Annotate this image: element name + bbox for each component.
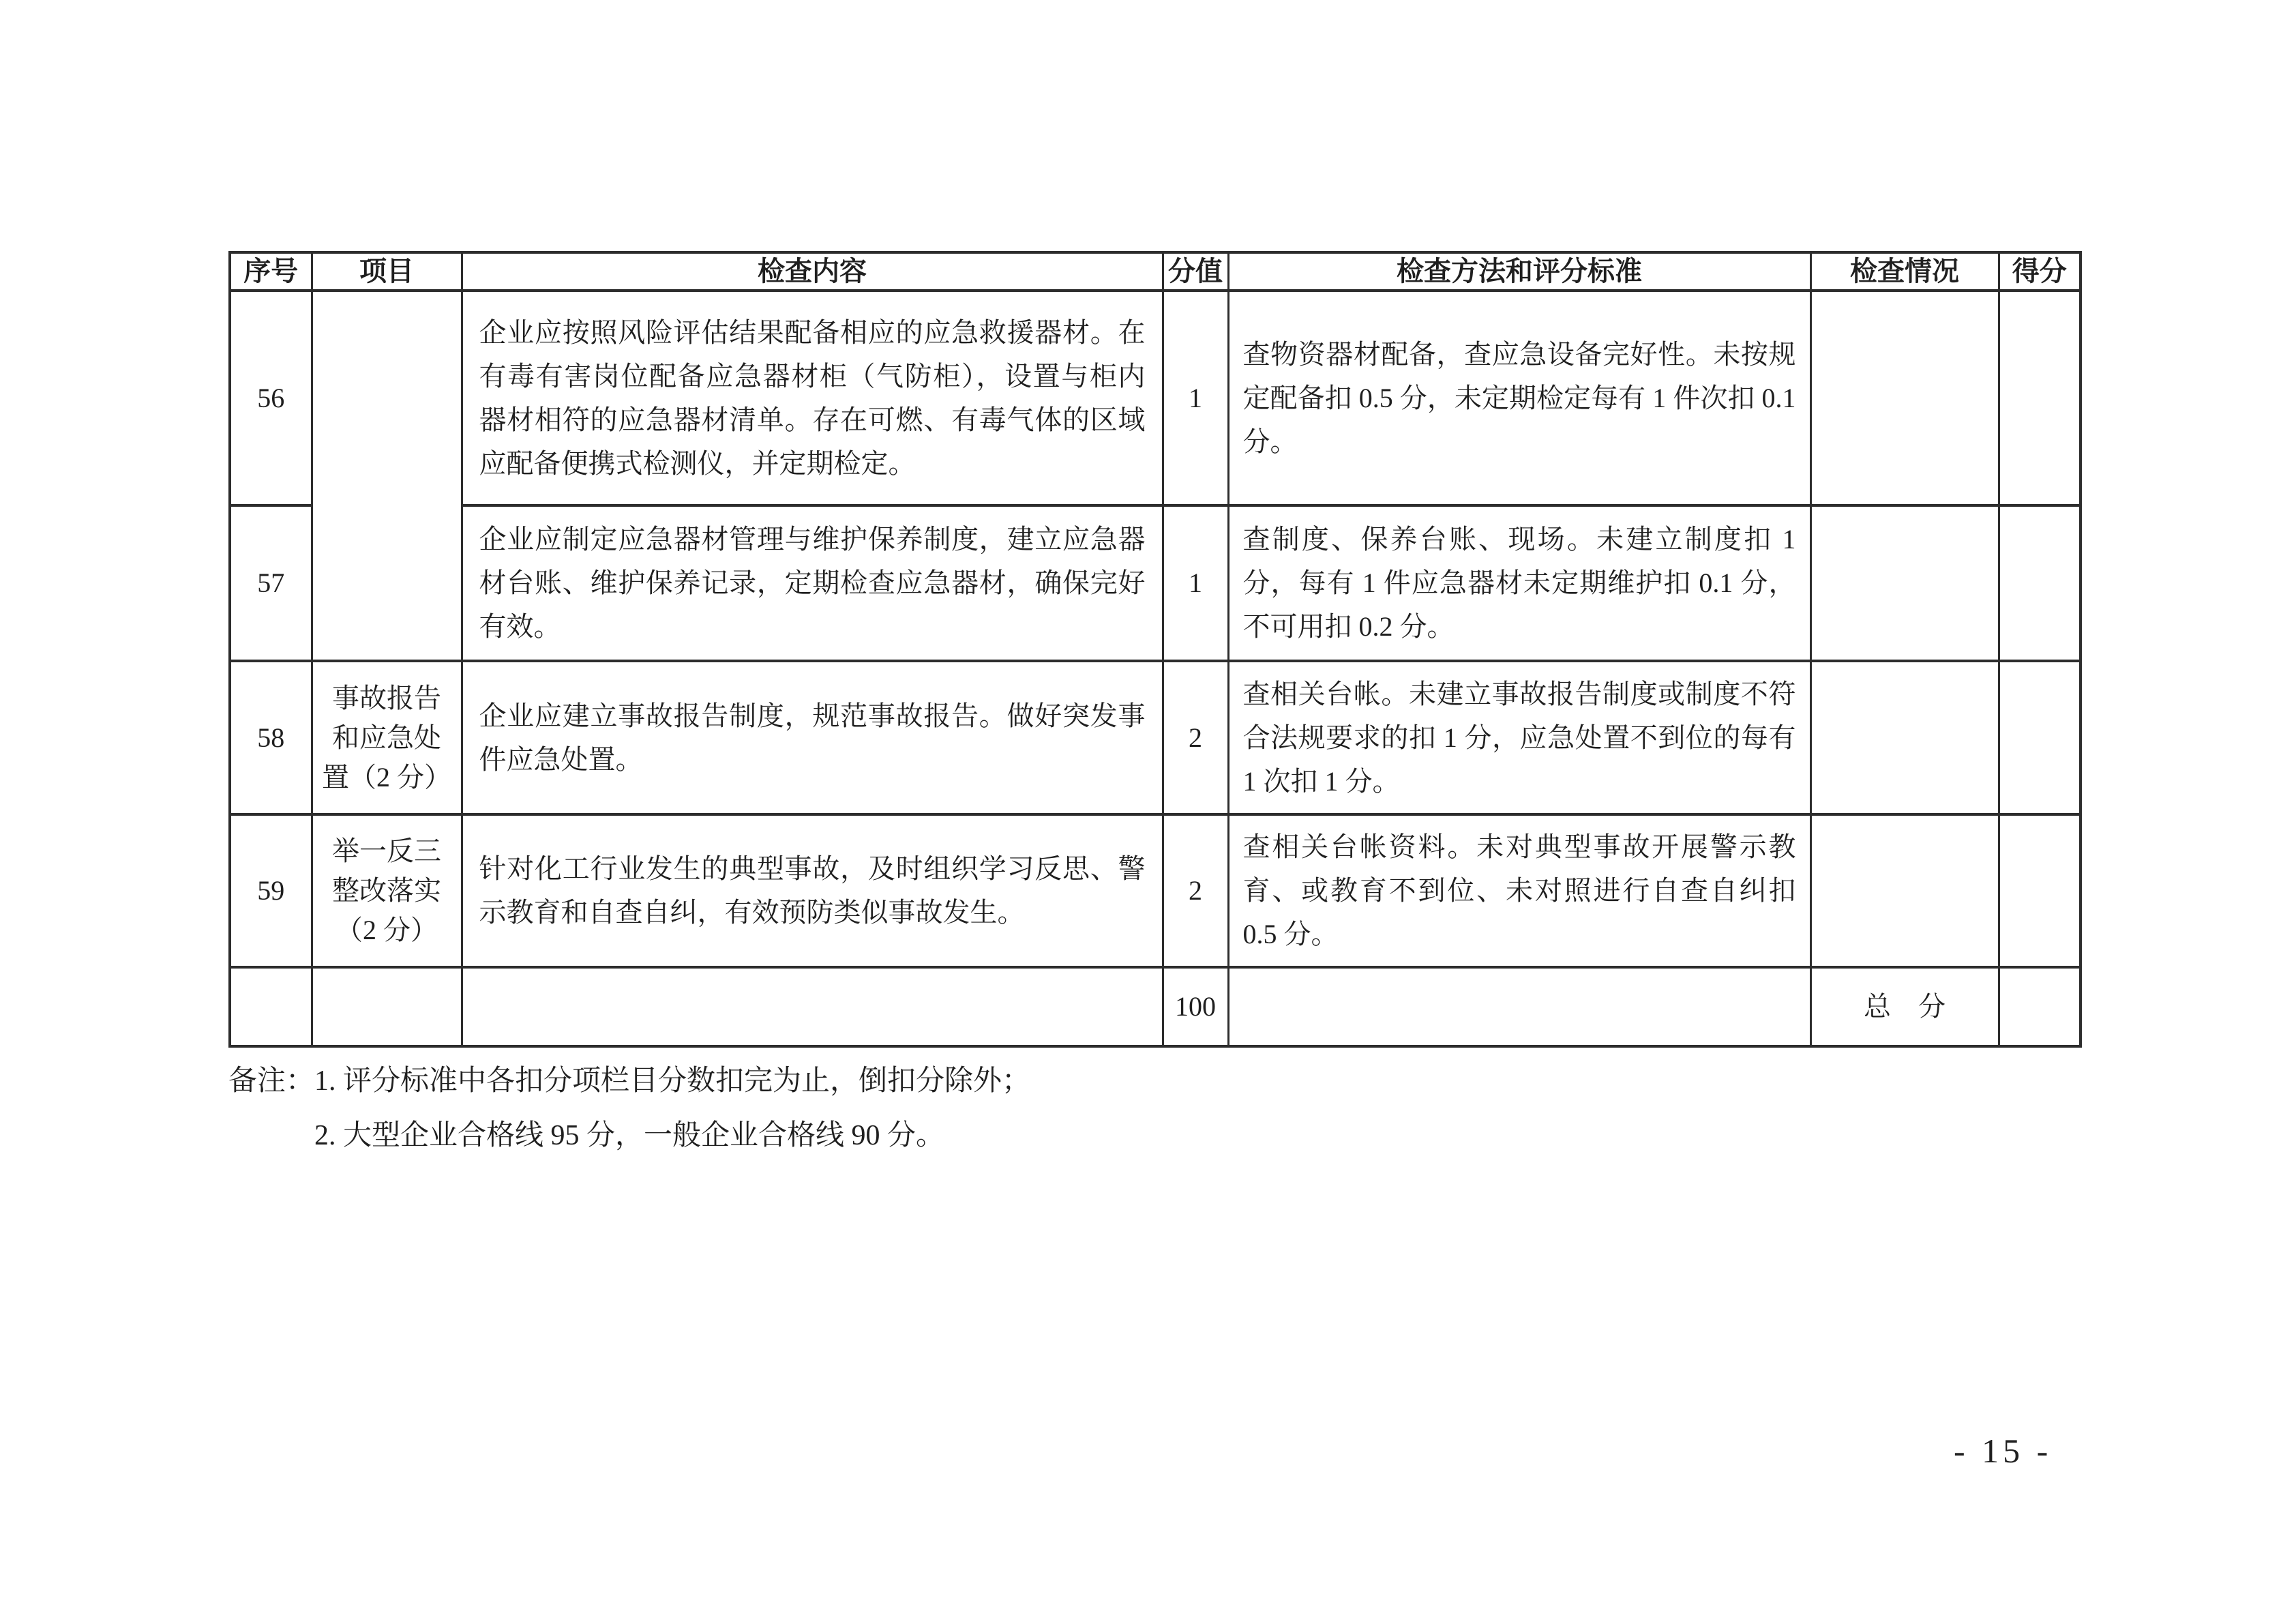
header-project: 项目 <box>312 252 462 291</box>
footnotes-label: 备注： <box>228 1065 315 1097</box>
cell-serial-56: 56 <box>230 291 312 505</box>
cell-total-score-label: 总 分 <box>1810 967 1999 1046</box>
header-points-obtained: 得分 <box>1999 252 2081 291</box>
footnotes <box>228 1054 1388 1163</box>
footnotes-items <box>314 1054 1388 1163</box>
cell-method-59: 查相关台帐资料。未对典型事故开展警示教育、或教育不到位、未对照进行自查自纠扣 0.5 分。 <box>1228 814 1810 967</box>
header-score-value: 分值 <box>1163 252 1228 291</box>
cell-points-56 <box>1999 291 2081 505</box>
cell-score-56: 1 <box>1163 291 1228 505</box>
cell-method-58: 查相关台帐。未建立事故报告制度或制度不符合法规要求的扣 1 分，应急处置不到位的每有 1 次扣 1 分。 <box>1228 661 1810 814</box>
cell-points-59 <box>1999 814 2081 967</box>
cell-project-total <box>312 967 462 1046</box>
cell-method-56: 查物资器材配备，查应急设备完好性。未按规定配备扣 0.5 分，未定期检定每有 1 件次扣 0.1 分。 <box>1228 291 1810 505</box>
cell-serial-59: 59 <box>230 814 312 967</box>
cell-points-total <box>1999 967 2081 1046</box>
cell-project-59: 举一反三整改落实（2 分） <box>312 814 462 967</box>
cell-situation-57 <box>1810 505 1999 661</box>
header-inspection-situation: 检查情况 <box>1810 252 1999 291</box>
cell-serial-total <box>230 967 312 1046</box>
table-row-56 <box>230 291 2081 505</box>
cell-total-score-value: 100 <box>1163 967 1228 1046</box>
cell-method-57: 查制度、保养台账、现场。未建立制度扣 1 分，每有 1 件应急器材未定期维护扣 0.1 分，不可用扣 0.2 分。 <box>1228 505 1810 661</box>
cell-content-total <box>462 967 1163 1046</box>
cell-situation-58 <box>1810 661 1999 814</box>
header-inspection-method: 检查方法和评分标准 <box>1228 252 1810 291</box>
footnote-2: 2. 大型企业合格线 95 分，一般企业合格线 90 分。 <box>314 1120 945 1151</box>
cell-serial-57: 57 <box>230 505 312 661</box>
cell-content-57: 企业应制定应急器材管理与维护保养制度，建立应急器材台账、维护保养记录，定期检查应急器材，确保完好有效。 <box>462 505 1163 661</box>
header-serial-number: 序号 <box>230 252 312 291</box>
cell-serial-58: 58 <box>230 661 312 814</box>
inspection-scoring-table <box>228 251 2082 1048</box>
cell-score-59: 2 <box>1163 814 1228 967</box>
page-number: - 15 - <box>1954 1432 2053 1470</box>
cell-content-59: 针对化工行业发生的典型事故，及时组织学习反思、警示教育和自查自纠，有效预防类似事故发生。 <box>462 814 1163 967</box>
cell-score-58: 2 <box>1163 661 1228 814</box>
cell-content-58: 企业应建立事故报告制度，规范事故报告。做好突发事件应急处置。 <box>462 661 1163 814</box>
cell-content-56: 企业应按照风险评估结果配备相应的应急救援器材。在有毒有害岗位配备应急器材柜（气防柜），设置与柜内器材相符的应急器材清单。存在可燃、有毒气体的区域应配备便携式检测仪，并定期检定。 <box>462 291 1163 505</box>
cell-project-58: 事故报告和应急处置（2 分） <box>312 661 462 814</box>
footnote-1: 1. 评分标准中各扣分项栏目分数扣完为止，倒扣分除外； <box>314 1065 1031 1097</box>
cell-method-total <box>1228 967 1810 1046</box>
cell-situation-56 <box>1810 291 1999 505</box>
cell-score-57: 1 <box>1163 505 1228 661</box>
cell-points-57 <box>1999 505 2081 661</box>
table-row-57 <box>230 505 2081 661</box>
cell-project-56-57 <box>312 291 462 661</box>
table-header-row <box>230 252 2081 291</box>
cell-situation-59 <box>1810 814 1999 967</box>
cell-points-58 <box>1999 661 2081 814</box>
header-inspection-content: 检查内容 <box>462 252 1163 291</box>
table-row-total <box>230 967 2081 1046</box>
table-row-59 <box>230 814 2081 967</box>
table-row-58 <box>230 661 2081 814</box>
